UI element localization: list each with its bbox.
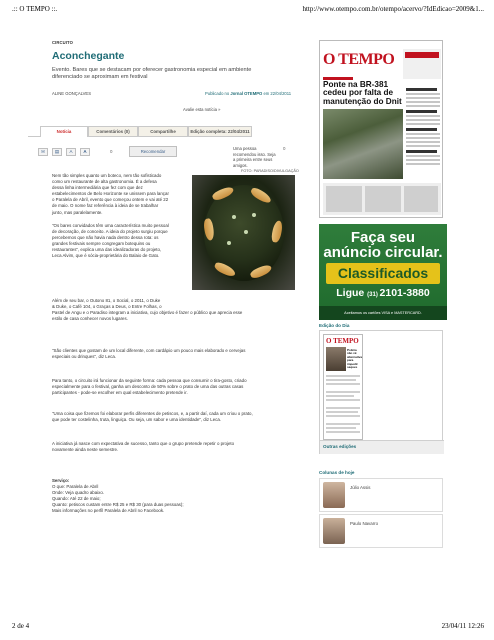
facebook-note bbox=[233, 146, 295, 168]
body-line: "São clientes que gostam de um local diferente, com cardápio um pouco mais elaborado e cervejas bbox=[52, 348, 246, 353]
edition-title: Edição do Dia bbox=[319, 323, 350, 328]
rate-article-link[interactable]: Avalie esta notícia » bbox=[183, 107, 221, 112]
body-line: restaurantes", explica uma das idealizadoras do projeto, bbox=[52, 247, 162, 253]
service-line: Onde: Veja quadro abaixo. bbox=[52, 490, 104, 496]
body-paragraph-3 bbox=[52, 298, 302, 322]
garnish bbox=[232, 215, 236, 219]
edition-thumbnail[interactable] bbox=[323, 334, 363, 440]
columnists-title: Colunas de hoje bbox=[319, 470, 355, 475]
page-count: 2 de 4 bbox=[12, 622, 30, 630]
phone-prefix: Ligue bbox=[336, 287, 368, 299]
garnish bbox=[244, 230, 248, 234]
photo-credit: FOTO: PARADISO/DIVULGAÇÃO bbox=[241, 169, 299, 173]
facebook-count: 0 bbox=[283, 146, 286, 151]
columnist-name[interactable]: Paulo Navarro bbox=[350, 521, 379, 526]
body-line: que pode ter costelinha, truta, linguiça. Ou seja, um sabor e uma identidade", diz Leca. bbox=[52, 417, 221, 423]
edition-masthead: O TEMPO bbox=[326, 337, 359, 345]
classifieds-cards: Aceitamos os cartões VISA e MASTERCARD. bbox=[319, 306, 447, 320]
tab-compartilhe[interactable]: Compartilhe bbox=[138, 126, 188, 136]
body-line: como um restaurante de alta gastronomia. É a defesa bbox=[52, 179, 157, 185]
body-line: & Duke, o Café 104, o Graças a Deus, o Entre Folhas, o bbox=[52, 304, 162, 310]
garnish bbox=[227, 241, 231, 245]
columnist-name[interactable]: Júlio Assis bbox=[350, 485, 371, 490]
body-line: Leca Alvim, que é sócia-proprietária do Balaio de Gato. bbox=[52, 253, 160, 259]
edition-headline: Polícia não vê alternativa para impedir saques bbox=[347, 348, 363, 370]
body-line: dessa linha intermediária que fez com que dez bbox=[52, 185, 143, 191]
phone-number: 2101-3880 bbox=[379, 287, 430, 299]
newspaper-photo bbox=[323, 109, 403, 179]
body-line: "Os bares convidados têm uma característica muito pessoal bbox=[52, 223, 169, 228]
garnish bbox=[252, 213, 256, 217]
classifieds-line-1: Faça seu bbox=[350, 229, 416, 246]
published-source[interactable]: Jornal OTEMPO bbox=[230, 90, 263, 96]
newspaper-column bbox=[406, 85, 440, 177]
article-photo bbox=[192, 175, 295, 290]
article-tabs bbox=[28, 126, 252, 137]
newspaper-bottom-strip bbox=[323, 183, 441, 215]
share-count: 0 bbox=[110, 149, 113, 154]
service-title: Serviço: bbox=[52, 478, 70, 483]
article-main bbox=[52, 40, 314, 99]
edition-photo bbox=[326, 347, 346, 371]
facebook-note-line: Uma pessoa bbox=[233, 146, 257, 151]
newspaper-front-page[interactable] bbox=[319, 40, 443, 218]
service-line: Mais informações no perfil Paralela de Abril no Facebook. bbox=[52, 508, 165, 514]
published-date: em 22/04/2011 bbox=[262, 90, 292, 96]
article-toolbar bbox=[38, 146, 188, 158]
body-line: "Uma coisa que fizemos foi elaborar perfis diferentes de petiscos, e, a partir daí, cada um criou o prato, bbox=[52, 411, 253, 416]
paper-side-box bbox=[403, 49, 441, 79]
tab-noticia[interactable]: Notícia bbox=[40, 126, 88, 137]
body-paragraph-6 bbox=[52, 411, 307, 423]
body-line: percebemos que não havia nada dentro dessa rota: os bbox=[52, 235, 159, 241]
facebook-note-line: recomendou isso. Seja bbox=[233, 151, 276, 157]
service-line: Quando: Até 22 de maio; bbox=[52, 496, 101, 502]
avatar bbox=[323, 482, 345, 508]
envelope-icon[interactable]: ✉ bbox=[38, 148, 48, 156]
service-line: Quanto: petiscos custam entre R$ 25 e R$ 30 (para duas pessoas); bbox=[52, 502, 184, 508]
body-line: Para tanto, o circuito irá funcionar da seguinte forma: cada pessoa que consumir o tira-gosto, criado bbox=[52, 378, 247, 383]
tab-edicao-completa[interactable]: Edição completa: 22/04/2011 bbox=[188, 126, 252, 136]
service-info bbox=[52, 478, 307, 515]
columnist-card[interactable] bbox=[319, 514, 443, 548]
print-header-title: .:: O TEMPO ::. bbox=[12, 5, 58, 13]
print-header-url[interactable]: http://www.otempo.com.br/otempo/acervo/?IdEdicao=2009&1... bbox=[302, 5, 484, 13]
body-line: novamente ainda neste semestre. bbox=[52, 447, 119, 453]
body-line: estabelecimentos de Belo Horizonte se unissem para lançar bbox=[52, 191, 169, 197]
body-line: Nem tão simples quanto um boteco, nem tão sofisticado bbox=[52, 173, 162, 178]
body-line: especialmente para o festival, ganha um desconto de 50% sobre o prato de uma das outras casas bbox=[52, 384, 244, 390]
print-timestamp: 23/04/11 12:26 bbox=[441, 622, 484, 630]
tab-comentarios[interactable]: Comentários (0) bbox=[88, 126, 138, 136]
published-prefix: Publicado no bbox=[205, 90, 231, 96]
body-line: junto, mas paralelamente. bbox=[52, 209, 103, 215]
classifieds-brand: Classificados bbox=[326, 263, 440, 284]
article-lead: Evento. Bares que se destacam por oferecer gastronomia especial em ambiente diferenciado se aproximam em festival bbox=[52, 67, 252, 81]
body-line: Pastel de Angu e o Paradiso integram a iniciativa, cujo objetivo é fazer o público que aprecia esse bbox=[52, 310, 243, 316]
body-paragraph-1 bbox=[52, 173, 190, 216]
body-paragraph-2 bbox=[52, 223, 190, 260]
body-line: A iniciativa já nasce com expectativa de sucesso, tanto que o grupo pretende repetir o projeto bbox=[52, 441, 235, 446]
paper-side-tag bbox=[405, 52, 439, 58]
classifieds-ad[interactable] bbox=[319, 224, 447, 320]
body-line: Além de seu bar, o Outono 81, o Social, o 2011, o Duke bbox=[52, 298, 161, 303]
phone-area: (31) bbox=[367, 292, 380, 298]
service-line: O que: Paralela de Abril bbox=[52, 484, 99, 490]
body-line: especiais ou drinques", diz Leca. bbox=[52, 354, 117, 360]
body-paragraph-7 bbox=[52, 441, 307, 453]
avatar bbox=[323, 518, 345, 544]
font-decrease-button[interactable]: A bbox=[66, 148, 76, 156]
published-info bbox=[205, 91, 291, 97]
facebook-note-line: amigos. bbox=[233, 162, 248, 168]
other-editions-bar[interactable] bbox=[320, 440, 444, 454]
columnist-card[interactable] bbox=[319, 478, 443, 512]
classifieds-line-2: anúncio circular. bbox=[323, 244, 443, 261]
section-tag: CIRCUITO bbox=[52, 40, 73, 45]
newspaper-headline: Ponte na BR-381 cedeu por falta de manutenção do Dnit bbox=[323, 80, 402, 106]
print-header bbox=[0, 0, 494, 14]
body-line: estilo de casa conhecer novos lugares. bbox=[52, 316, 128, 322]
article-author: ALINE GONÇALVES bbox=[52, 90, 92, 96]
recommend-button[interactable]: Recomendar bbox=[129, 146, 177, 157]
newspaper-masthead: O TEMPO bbox=[323, 51, 401, 69]
body-paragraph-4 bbox=[52, 348, 307, 360]
body-line: de decoração, de conceito. A ideia do projeto surgiu porque bbox=[52, 229, 168, 235]
edition-box bbox=[319, 330, 443, 454]
body-paragraph-5 bbox=[52, 378, 307, 396]
article-title: Aconchegante bbox=[52, 50, 125, 63]
body-line: de maio. O nome faz referência à ideia de se trabalhar bbox=[52, 203, 159, 209]
printer-icon[interactable]: ▤ bbox=[52, 148, 62, 156]
font-increase-button[interactable]: A bbox=[80, 148, 90, 156]
classifieds-phone bbox=[319, 286, 447, 302]
body-line: o Paralela de Abril, evento que começou ontem e vai até 22 bbox=[52, 197, 169, 203]
body-line: grandes festivais sempre congregam botequins ou bbox=[52, 241, 151, 247]
body-line: participantes - pode-se escolher em qual estabelecimento pretende ir. bbox=[52, 390, 188, 396]
facebook-note-line: a primeira entre seus bbox=[233, 157, 273, 163]
other-editions-link[interactable]: Outras edições bbox=[323, 444, 357, 449]
byline bbox=[52, 91, 314, 99]
